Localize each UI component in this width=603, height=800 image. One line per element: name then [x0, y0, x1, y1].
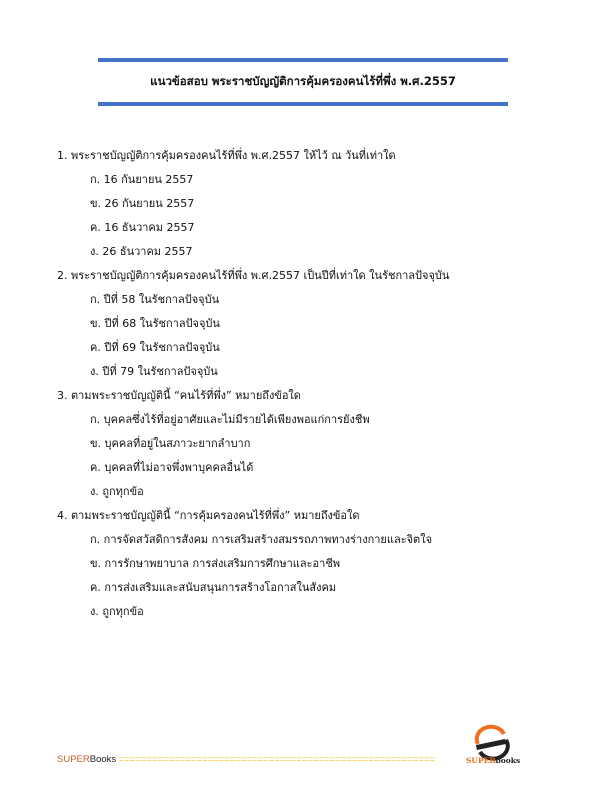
- option-a: ก. ปีที่ 58 ในรัชกาลปัจจุบัน: [90, 293, 220, 306]
- question-2: [57, 264, 557, 384]
- question-text: 3. ตามพระราชบัญญัตินี้ “คนไร้ที่พึ่ง” หมายถึงข้อใด: [57, 389, 301, 402]
- option-b: ข. บุคคลที่อยู่ในสภาวะยากลำบาก: [90, 437, 251, 450]
- option-a: ก. 16 กันยายน 2557: [90, 173, 194, 186]
- option-d: ง. 26 ธันวาคม 2557: [90, 245, 193, 258]
- option-c: ค. ปีที่ 69 ในรัชกาลปัจจุบัน: [90, 341, 220, 354]
- footer-dashes: =========================================================: [118, 754, 436, 765]
- option-c: ค. การส่งเสริมและสนับสนุนการสร้างโอกาสในสังคม: [90, 581, 337, 594]
- logo-suffix: books: [495, 756, 521, 765]
- question-1: [57, 144, 557, 264]
- option-d: ง. ปีที่ 79 ในรัชกาลปัจจุบัน: [90, 365, 218, 378]
- option-b: ข. ปีที่ 68 ในรัชกาลปัจจุบัน: [90, 317, 220, 330]
- option-d: ง. ถูกทุกข้อ: [90, 605, 144, 618]
- option-b: ข. 26 กันยายน 2557: [90, 197, 195, 210]
- page-title: แนวข้อสอบ พระราชบัญญัติการคุ้มครองคนไร้ที่พึ่ง พ.ศ.2557: [150, 74, 456, 88]
- footer-brand-suffix: Books: [89, 754, 117, 765]
- question-list: [57, 144, 557, 624]
- question-text: 4. ตามพระราชบัญญัตินี้ “การคุ้มครองคนไร้ที่พึ่ง” หมายถึงข้อใด: [57, 509, 360, 522]
- question-text: 1. พระราชบัญญัติการคุ้มครองคนไร้ที่พึ่ง พ.ศ.2557 ให้ไว้ ณ วันที่เท่าใด: [57, 149, 396, 162]
- option-a: ก. บุคคลซึ่งไร้ที่อยู่อาศัยและไม่มีรายได้เพียงพอแก่การยังชีพ: [90, 413, 370, 426]
- logo-wordmark: [466, 756, 520, 765]
- option-a: ก. การจัดสวัสดิการสังคม การเสริมสร้างสมรรถภาพทางร่างกายและจิตใจ: [90, 533, 433, 546]
- option-c: ค. 16 ธันวาคม 2557: [90, 221, 195, 234]
- footer-brand-prefix: SUPER: [57, 754, 90, 765]
- question-3: [57, 384, 557, 504]
- title-top-rule: [98, 58, 508, 62]
- option-b: ข. การรักษาพยาบาล การส่งเสริมการศึกษาและอาชีพ: [90, 557, 341, 570]
- option-d: ง. ถูกทุกข้อ: [90, 485, 144, 498]
- logo-prefix: SUPER: [466, 756, 496, 765]
- option-c: ค. บุคคลที่ไม่อาจพึ่งพาบุคคลอื่นได้: [90, 461, 254, 474]
- footer-brand: [57, 754, 435, 765]
- question-4: [57, 504, 557, 624]
- title-bottom-rule: [98, 102, 508, 106]
- question-text: 2. พระราชบัญญัติการคุ้มครองคนไร้ที่พึ่ง พ.ศ.2557 เป็นปีที่เท่าใด ในรัชกาลปัจจุบัน: [57, 269, 450, 282]
